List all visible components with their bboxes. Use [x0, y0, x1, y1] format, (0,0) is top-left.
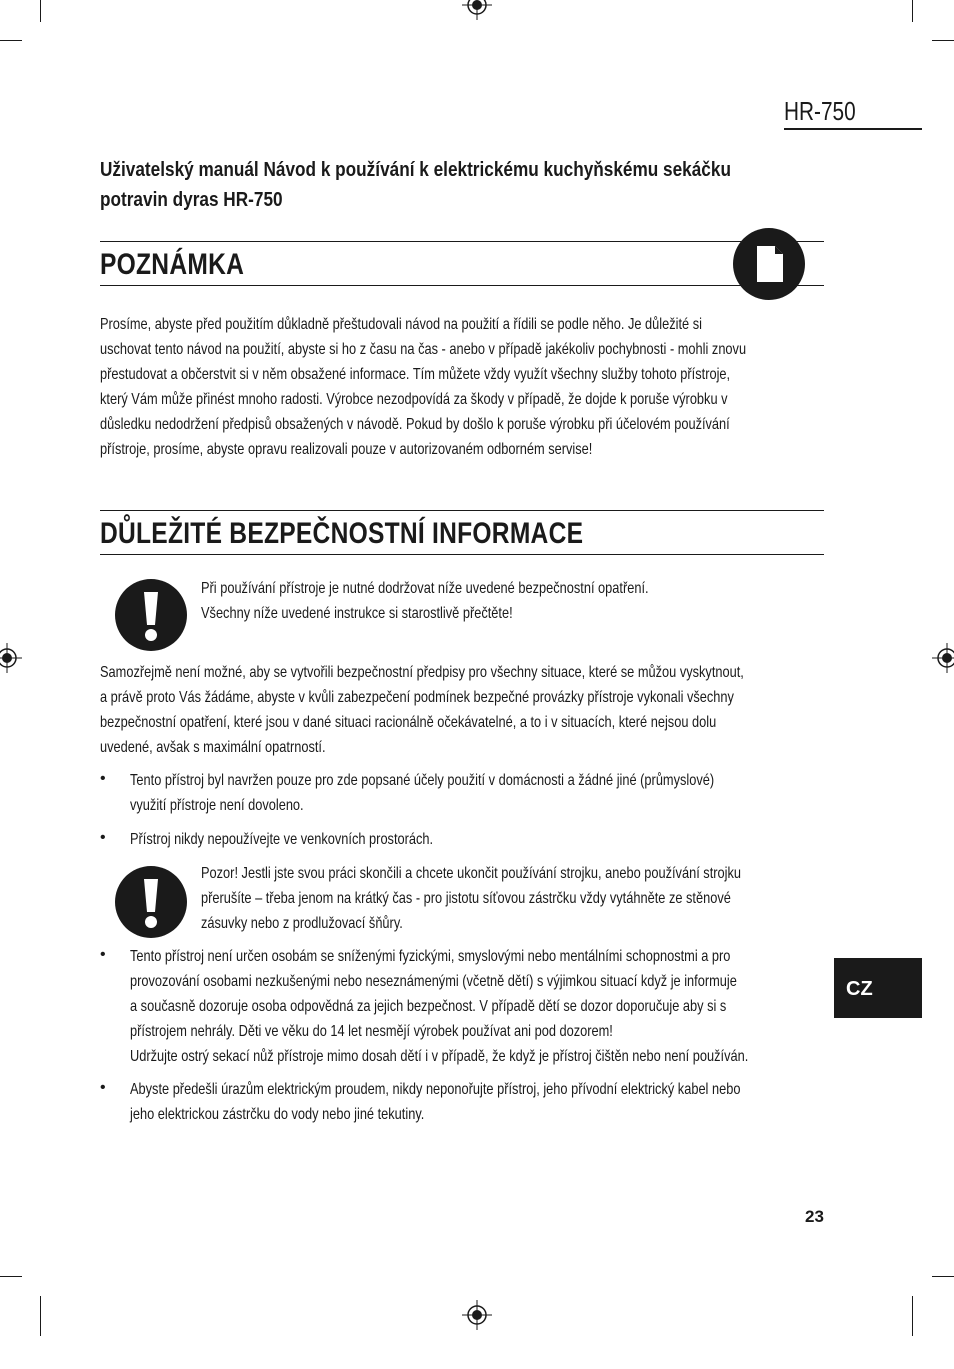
text-line: bezpečnostní opatření, které jsou v dané situaci racionálně očekávatelné, a to i v situacích, které nejsou dolu: [100, 714, 717, 731]
crop-mark: [0, 40, 22, 41]
language-tab-label: CZ: [846, 978, 873, 1000]
text-line: Abyste předešli úrazům elektrickým proudem, nikdy neponořujte přístroj, jeho přívodní elektrický kabel nebo: [130, 1081, 741, 1098]
text-line: uschovat tento návod na použití, abyste si ho z času na čas - anebo v případě jakékoliv pochybnosti - mohli znovu: [100, 341, 747, 358]
text-line: jeho elektrickou zástrčku do vody nebo jiné tekutiny.: [130, 1106, 425, 1123]
text-line: přerušíte – třeba jenom na krátký čas - pro jistotu síťovou zástrčku vždy vytáhněte ze stěnové: [201, 890, 731, 907]
text-line: Při používání přístroje je nutné dodržovat níže uvedené bezpečnostní opatření.: [201, 580, 649, 597]
language-tab: [834, 958, 922, 1018]
bullet-item: [130, 768, 714, 818]
section-rule: [100, 554, 824, 555]
text-line: Tento přístroj není určen osobám se sníženými fyzickými, smyslovými nebo mentálními schopnostmi a pro: [130, 948, 731, 965]
page-number: 23: [805, 1207, 824, 1226]
crop-mark: [912, 1296, 913, 1336]
bullet-item: [130, 1077, 740, 1127]
text-line: přístrojem nehrály. Děti ve věku do 14 let nesmějí výrobek používat ani pod dozorem!: [130, 1023, 613, 1040]
bullet-marker: •: [100, 829, 106, 846]
registration-mark-icon: [932, 643, 954, 673]
exclamation-icon: [115, 866, 187, 938]
crop-mark: [932, 40, 954, 41]
bullet-item: [130, 827, 433, 852]
bullet-item: [130, 944, 748, 1069]
registration-mark-icon: [462, 0, 492, 20]
document-icon: [733, 228, 805, 300]
crop-mark: [40, 0, 41, 22]
text-line: Udržujte ostrý sekací nůž přístroje mimo dosah dětí i v případě, že když je přístroj čištěn nebo není používán.: [130, 1048, 749, 1065]
text-line: Pozor! Jestli jste svou práci skončili a chcete ukončit používání strojku, anebo používání strojku: [201, 865, 742, 882]
text-line: zásuvky nebo z prodlužovací šňůry.: [201, 915, 403, 932]
exclamation-icon: [115, 579, 187, 651]
section-rule: [100, 285, 824, 286]
crop-mark: [40, 1296, 41, 1336]
text-line: důsledku nedodržení předpisů obsažených v návodě. Pokud by došlo k poruše výrobku při účelovém používání: [100, 416, 730, 433]
safety-intro-paragraph: [100, 660, 744, 760]
text-line: Všechny níže uvedené instrukce si starostlivě přečtěte!: [201, 605, 513, 622]
text-line: přestudovat a občerstvit si v něm obsažené informace. Tím můžete vždy využít všechny služby tohoto přístroje,: [100, 366, 731, 383]
model-header: HR-750: [784, 96, 922, 130]
text-line: Tento přístroj byl navržen pouze pro zde popsané účely použití v domácnosti a žádné jiné (průmyslové): [130, 772, 715, 789]
text-line: Prosíme, abyste před použitím důkladně přeštudovali návod na použití a řídili se podle něho. Je důležité si: [100, 316, 702, 333]
text-line: a současně dozoruje osoba odpovědná za jejich bezpečnost. V případě dětí se dozor doporučuje aby si s: [130, 998, 727, 1015]
bullet-marker: •: [100, 946, 106, 963]
section-heading-note: POZNÁMKA: [100, 248, 245, 281]
warning-text: [201, 861, 741, 936]
text-line: uvedené, avšak s maximální opatrností.: [100, 739, 326, 756]
section-rule: [100, 510, 824, 511]
crop-mark: [932, 1276, 954, 1277]
registration-mark-icon: [0, 643, 22, 673]
document-title-line: potravin dyras HR-750: [100, 189, 283, 211]
text-line: a právě proto Vás žádáme, abyste v kvůli zabezpečení podmínek bezpečné provázky přístroje vykonali všechny: [100, 689, 734, 706]
text-line: Přístroj nikdy nepoužívejte ve venkovních prostorách.: [130, 831, 434, 848]
bullet-marker: •: [100, 1079, 106, 1096]
text-line: provozování osobami nezkušenými nebo neseznámenými (včetně dětí) s výjimkou situací když je informuje: [130, 973, 737, 990]
text-line: který Vám může přinést mnoho radosti. Výrobce nezodpovídá za škody v případě, že dojde k poruše výrobku v: [100, 391, 728, 408]
warning-text: [201, 576, 649, 626]
section-heading-safety: DŮLEŽITÉ BEZPEČNOSTNÍ INFORMACE: [100, 517, 584, 550]
text-line: přístroje, prosíme, abyste opravu realizovali pouze v autorizovaném odborném servise!: [100, 441, 593, 458]
text-line: Samozřejmě není možné, aby se vytvořili bezpečnostní předpisy pro všechny situace, které se můžou vyskytnout,: [100, 664, 744, 681]
note-paragraph: [100, 312, 746, 462]
crop-mark: [0, 1276, 22, 1277]
bullet-marker: •: [100, 770, 106, 787]
crop-mark: [912, 0, 913, 22]
document-title-line: Uživatelský manuál Návod k používání k elektrickému kuchyňskému sekáčku: [100, 159, 731, 181]
registration-mark-icon: [462, 1300, 492, 1330]
text-line: využití přístroje není dovoleno.: [130, 797, 304, 814]
section-rule: [100, 241, 824, 242]
document-title: [100, 155, 731, 215]
